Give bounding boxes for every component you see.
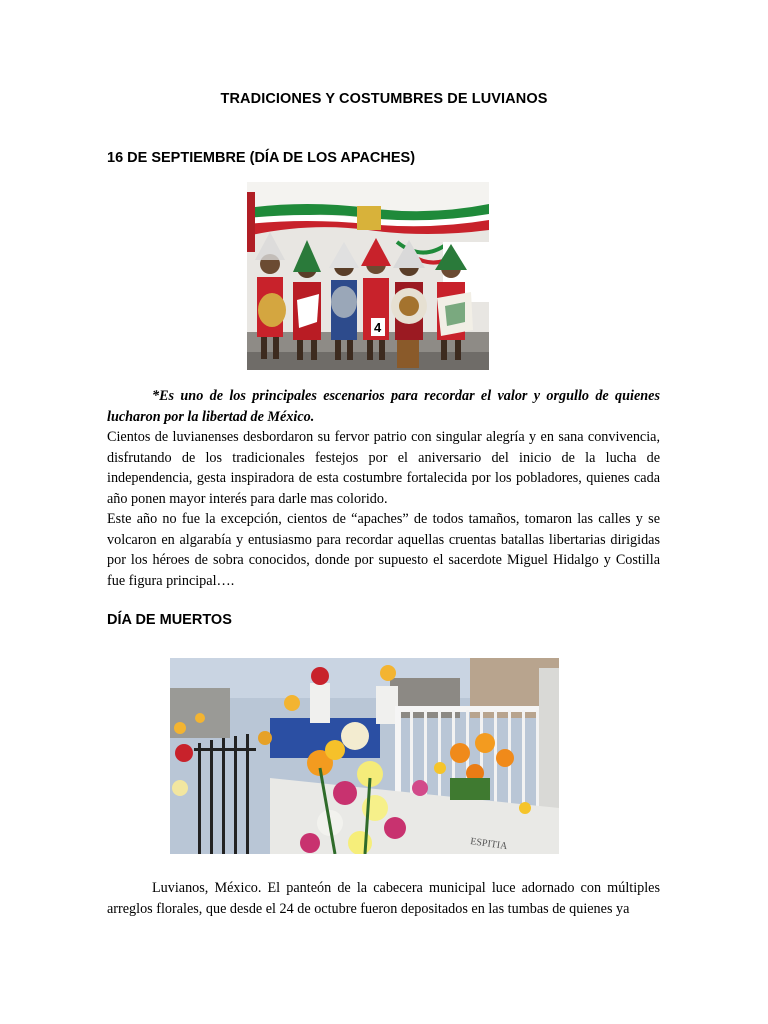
lead-paragraph: *Es uno de los principales escenarios para recordar el valor y orgullo de quienes lucharon por la libertad de México. [107, 388, 660, 425]
tomb-inscription: ESPITIA [469, 836, 508, 853]
body-paragraph: Este año no fue la excepción, cientos de “apaches” de todos tamaños, tomaron las calles y se volcaron en algarabía y entusiasmo para recordar aquellas cruentas batallas libertarias dirigidas por los héroes de sobra conocidos, donde por supuesto el sacerdote Miguel Hidalgo y Costilla fue figura principal…. [107, 511, 660, 589]
section-heading-muertos: DÍA DE MUERTOS [107, 612, 232, 628]
section-apaches-text [107, 386, 660, 591]
body-paragraph: Luvianos, México. El panteón de la cabecera municipal luce adornado con múltiples arreglos florales, que desde el 24 de octubre fueron depositados en las tumbas de quienes ya [107, 880, 660, 917]
section-heading-apaches: 16 DE SEPTIEMBRE (DÍA DE LOS APACHES) [107, 150, 416, 166]
section-muertos-text [107, 878, 660, 919]
apaches-dancers-photo [247, 182, 489, 370]
dancer-number-label: 4 [374, 320, 382, 335]
cemetery-flowers-photo [170, 658, 559, 854]
body-paragraph: Cientos de luvianenses desbordaron su fervor patrio con singular alegría y en sana convivencia, disfrutando de los tradicionales festejos por el aniversario del inicio de la lucha de independencia, gesta inspiradora de esta costumbre fortalecida por los pobladores, quienes cada año ponen mayor interés para darle mas colorido. [107, 429, 660, 507]
document-title: TRADICIONES Y COSTUMBRES DE LUVIANOS [220, 91, 548, 107]
